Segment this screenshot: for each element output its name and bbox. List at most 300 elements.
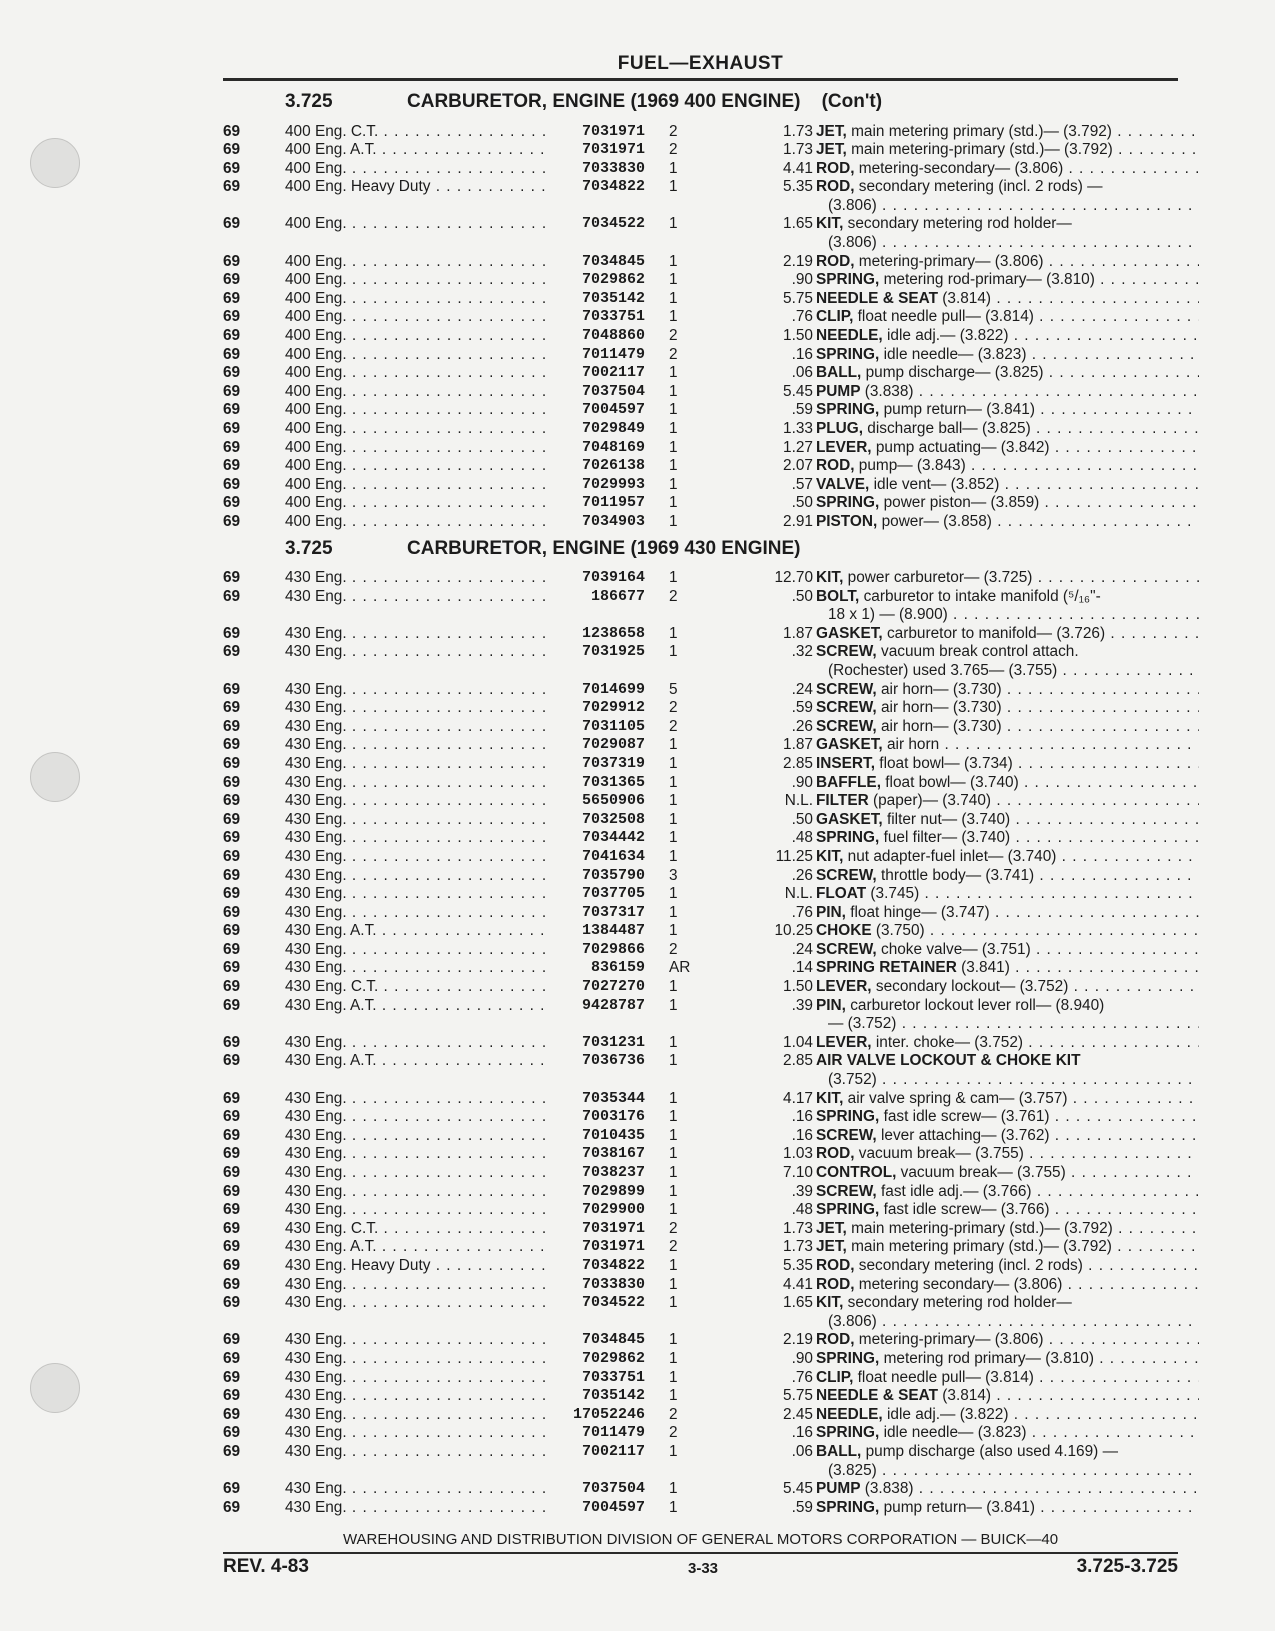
model-year: 69 <box>223 587 241 605</box>
table-row <box>223 1201 1178 1220</box>
part-description <box>816 1090 1199 1109</box>
quantity: 1 <box>669 1089 678 1107</box>
table-row <box>223 922 1178 941</box>
table-row <box>223 978 1178 997</box>
model-description: 430 Eng. . . . <box>285 829 549 848</box>
part-detail: idle adj.— (3.822) <box>882 1405 1009 1423</box>
part-description <box>816 1369 1199 1388</box>
part-description <box>816 160 1199 179</box>
part-number: 7032508 <box>581 810 645 828</box>
table-row <box>223 755 1178 774</box>
part-description <box>816 718 1199 737</box>
list-price: 2.45 <box>783 1405 813 1423</box>
quantity: 1 <box>669 1256 678 1274</box>
table-row <box>223 1220 1178 1239</box>
list-price: .57 <box>791 475 813 493</box>
part-detail: (3.750) <box>871 922 925 940</box>
model-description: 400 Eng. . . . <box>285 364 549 383</box>
list-price: .90 <box>791 773 813 791</box>
part-name: ROD, <box>816 178 855 196</box>
part-detail: main metering-primary (std.)— (3.792) <box>846 141 1113 159</box>
model-year: 69 <box>223 1089 241 1107</box>
part-detail-continued: — (3.752) . . . <box>816 1015 1199 1034</box>
part-name: ROD, <box>816 159 855 177</box>
part-detail: float bowl— (3.734) <box>875 754 1013 772</box>
list-price: 1.33 <box>783 420 813 437</box>
quantity: 3 <box>669 866 678 884</box>
part-description <box>816 1350 1199 1369</box>
part-detail: main metering primary (std.)— (3.792) <box>846 122 1112 140</box>
part-number: 7034442 <box>581 829 645 847</box>
section-title <box>223 91 1178 117</box>
part-number: 7027270 <box>581 978 645 996</box>
part-detail: (3.745) <box>866 885 920 903</box>
part-number: 1384487 <box>581 922 645 940</box>
part-description <box>816 1294 1199 1331</box>
table-row <box>223 1238 1178 1257</box>
part-number: 7034522 <box>581 1294 645 1312</box>
quantity: 2 <box>669 1219 678 1237</box>
model-description: 400 Eng. . . . <box>285 513 549 532</box>
quantity: 1 <box>669 1033 678 1051</box>
quantity: 1 <box>669 1126 678 1144</box>
model-year: 69 <box>223 401 241 419</box>
model-year: 69 <box>223 624 241 642</box>
binder-hole <box>30 752 80 802</box>
quantity: 1 <box>669 178 678 196</box>
model-year: 69 <box>223 345 241 363</box>
table-row <box>223 290 1178 309</box>
part-detail-continued: (3.806) . . . <box>816 1313 1199 1332</box>
list-price: 1.27 <box>783 438 813 456</box>
part-description <box>816 253 1199 272</box>
part-detail: idle needle— (3.823) <box>879 345 1027 363</box>
part-description <box>816 625 1199 644</box>
quantity: 1 <box>669 847 678 865</box>
part-number: 9428787 <box>581 996 645 1014</box>
table-row <box>223 123 1178 142</box>
part-number: 7029993 <box>581 475 645 493</box>
quantity: 5 <box>669 680 678 698</box>
part-name: NEEDLE, <box>816 327 883 345</box>
model-year: 69 <box>223 1331 241 1349</box>
part-name: CLIP, <box>816 1368 854 1386</box>
part-detail-continued: (3.806) . . . <box>816 197 1199 216</box>
quantity: 2 <box>669 1238 678 1256</box>
table-row <box>223 959 1178 978</box>
quantity: 1 <box>669 1387 678 1405</box>
model-year: 69 <box>223 885 241 903</box>
list-price: 2.91 <box>783 512 813 530</box>
parts-table <box>223 569 1178 1517</box>
quantity: 1 <box>669 978 678 996</box>
model-year: 69 <box>223 829 241 847</box>
part-number: 7035142 <box>581 289 645 307</box>
part-number: 7036736 <box>581 1052 645 1070</box>
table-row <box>223 1443 1178 1480</box>
part-number: 7029912 <box>581 699 645 717</box>
part-detail-continued: (Rochester) used 3.765— (3.755) . . . <box>816 662 1199 681</box>
part-description <box>816 867 1199 886</box>
part-description <box>816 1424 1199 1443</box>
table-row <box>223 1406 1178 1425</box>
part-detail: metering-primary— (3.806) <box>854 1331 1044 1349</box>
model-year: 69 <box>223 1033 241 1051</box>
list-price: 1.87 <box>783 736 813 754</box>
model-year: 69 <box>223 569 241 586</box>
part-name: BAFFLE, <box>816 773 881 791</box>
binder-hole <box>30 1363 80 1413</box>
quantity: 1 <box>669 364 678 382</box>
list-price: N.L. <box>784 885 813 903</box>
part-detail: main metering primary (std.)— (3.792) <box>846 1238 1112 1256</box>
table-row <box>223 1369 1178 1388</box>
part-name: NEEDLE & SEAT <box>816 1387 938 1405</box>
model-year: 69 <box>223 438 241 456</box>
part-detail: pump— (3.843) <box>854 457 966 475</box>
part-number: 7026138 <box>581 457 645 475</box>
part-detail-continued: (3.825) . . . <box>816 1462 1199 1481</box>
list-price: .50 <box>791 810 813 828</box>
table-row <box>223 401 1178 420</box>
part-name: SPRING, <box>816 1108 880 1126</box>
part-number: 7003176 <box>581 1108 645 1126</box>
part-description <box>816 1052 1199 1089</box>
list-price: 4.41 <box>783 1275 813 1293</box>
part-description <box>816 364 1199 383</box>
part-detail: fast idle adj.— (3.766) <box>876 1182 1032 1200</box>
quantity: 1 <box>669 1498 678 1516</box>
section-title <box>223 538 1178 564</box>
part-name: VALVE, <box>816 475 870 493</box>
model-year: 69 <box>223 327 241 345</box>
part-detail: metering-primary— (3.806) <box>854 252 1044 270</box>
quantity: 1 <box>669 922 678 940</box>
part-detail: metering rod primary— (3.810) <box>879 1349 1094 1367</box>
page-number: 3-33 <box>687 1560 719 1577</box>
quantity: 1 <box>669 1108 678 1126</box>
model-year: 69 <box>223 1164 241 1181</box>
part-detail: power piston— (3.859) <box>879 494 1040 512</box>
section-heading: CARBURETOR, ENGINE (1969 430 ENGINE) <box>407 538 801 559</box>
part-number: 7033830 <box>581 1275 645 1293</box>
table-row <box>223 1387 1178 1406</box>
model-description: 400 Eng. Heavy Duty . . . <box>285 178 549 197</box>
part-number: 7010435 <box>581 1126 645 1144</box>
part-number: 7004597 <box>581 401 645 419</box>
part-detail-continued: 18 x 1) — (8.900) . . . <box>816 606 1199 625</box>
part-name: SCREW, <box>816 699 877 717</box>
model-description: 430 Eng. . . . <box>285 1108 549 1127</box>
part-description <box>816 755 1199 774</box>
model-description: 430 Eng. C.T. . . . <box>285 1220 549 1239</box>
part-detail: fast idle screw— (3.761) <box>879 1108 1050 1126</box>
part-detail: power— (3.858) <box>877 512 992 530</box>
list-price: 5.45 <box>783 382 813 400</box>
quantity: 1 <box>669 308 678 326</box>
part-number: 7038237 <box>581 1164 645 1181</box>
table-row <box>223 1350 1178 1369</box>
quantity: 1 <box>669 1145 678 1163</box>
part-description <box>816 1220 1199 1239</box>
part-name: SPRING, <box>816 345 880 363</box>
table-row <box>223 829 1178 848</box>
part-name: GASKET, <box>816 810 883 828</box>
list-price: 10.25 <box>774 922 813 940</box>
part-description <box>816 439 1199 458</box>
model-description: 430 Eng. A.T. . . . <box>285 1052 549 1071</box>
quantity: 1 <box>669 736 678 754</box>
model-year: 69 <box>223 420 241 437</box>
model-description: 430 Eng. . . . <box>285 867 549 886</box>
part-number: 7004597 <box>581 1498 645 1516</box>
table-row <box>223 1183 1178 1202</box>
part-number: 7031105 <box>581 717 645 735</box>
quantity: 1 <box>669 252 678 270</box>
model-year: 69 <box>223 1349 241 1367</box>
part-description <box>816 1406 1199 1425</box>
part-number: 7033751 <box>581 308 645 326</box>
part-description <box>816 774 1199 793</box>
list-price: 4.17 <box>783 1089 813 1107</box>
part-name: GASKET, <box>816 624 883 642</box>
list-price: .59 <box>791 1498 813 1516</box>
part-number: 7031365 <box>581 773 645 791</box>
model-year: 69 <box>223 903 241 921</box>
model-year: 69 <box>223 308 241 326</box>
parts-table <box>223 123 1178 532</box>
table-row <box>223 643 1178 680</box>
quantity: 1 <box>669 996 678 1014</box>
part-name: ROD, <box>816 457 855 475</box>
quantity: 1 <box>669 1368 678 1386</box>
part-name: AIR VALVE LOCKOUT & CHOKE KIT <box>816 1052 1081 1070</box>
part-name: SPRING, <box>816 401 880 419</box>
part-name: CONTROL, <box>816 1164 897 1181</box>
part-description <box>816 829 1199 848</box>
list-price: .39 <box>791 996 813 1014</box>
quantity: 1 <box>669 569 678 586</box>
model-year: 69 <box>223 773 241 791</box>
list-price: 1.73 <box>783 1219 813 1237</box>
part-number: 7033830 <box>581 159 645 177</box>
model-year: 69 <box>223 1480 241 1498</box>
model-description: 400 Eng. . . . <box>285 308 549 327</box>
quantity: 1 <box>669 885 678 903</box>
model-year: 69 <box>223 959 241 977</box>
table-row <box>223 1052 1178 1089</box>
part-description <box>816 1276 1199 1295</box>
model-year: 69 <box>223 1108 241 1126</box>
list-price: 1.50 <box>783 978 813 996</box>
table-row <box>223 792 1178 811</box>
model-year: 69 <box>223 754 241 772</box>
model-description: 430 Eng. . . . <box>285 1201 549 1220</box>
part-number: 7034903 <box>581 512 645 530</box>
part-name: LEVER, <box>816 978 872 996</box>
part-number: 7031971 <box>581 1219 645 1237</box>
part-number: 7037317 <box>581 903 645 921</box>
model-description: 400 Eng. . . . <box>285 457 549 476</box>
table-row <box>223 327 1178 346</box>
quantity: 1 <box>669 1331 678 1349</box>
part-number: 7014699 <box>581 680 645 698</box>
model-description: 400 Eng. . . . <box>285 439 549 458</box>
part-detail: lever attaching— (3.762) <box>876 1126 1050 1144</box>
part-description <box>816 123 1199 142</box>
list-price: .76 <box>791 903 813 921</box>
quantity: 1 <box>669 159 678 177</box>
part-name: SCREW, <box>816 1182 877 1200</box>
model-description: 430 Eng. . . . <box>285 736 549 755</box>
part-number: 7039164 <box>581 569 645 586</box>
part-detail: air valve spring & cam— (3.757) <box>843 1089 1068 1107</box>
model-year: 69 <box>223 215 241 233</box>
model-year: 69 <box>223 1256 241 1274</box>
part-name: ROD, <box>816 1145 855 1163</box>
part-number: 7031231 <box>581 1033 645 1051</box>
list-price: 2.07 <box>783 457 813 475</box>
part-number: 7029899 <box>581 1182 645 1200</box>
list-price: .59 <box>791 699 813 717</box>
part-description <box>816 457 1199 476</box>
part-description <box>816 941 1199 960</box>
part-number: 7011479 <box>581 1424 645 1442</box>
part-number: 7034845 <box>581 252 645 270</box>
part-name: JET, <box>816 122 847 140</box>
part-name: ROD, <box>816 1256 855 1274</box>
part-name: SPRING, <box>816 1349 880 1367</box>
part-name: KIT, <box>816 847 844 865</box>
quantity: 2 <box>669 717 678 735</box>
table-row <box>223 476 1178 495</box>
list-price: 1.65 <box>783 215 813 233</box>
part-detail: filter nut— (3.740) <box>882 810 1011 828</box>
model-year: 69 <box>223 382 241 400</box>
part-number: 7037504 <box>581 1480 645 1498</box>
quantity: 1 <box>669 754 678 772</box>
table-row <box>223 699 1178 718</box>
part-detail: float bowl— (3.740) <box>880 773 1019 791</box>
quantity: 2 <box>669 327 678 345</box>
part-name: SPRING, <box>816 1201 880 1219</box>
part-name: SPRING, <box>816 829 880 847</box>
part-detail: vacuum break— (3.755) <box>854 1145 1024 1163</box>
model-year: 69 <box>223 364 241 382</box>
part-description <box>816 476 1199 495</box>
part-description <box>816 569 1199 588</box>
list-price: 1.65 <box>783 1294 813 1312</box>
part-description <box>816 997 1199 1034</box>
model-year: 69 <box>223 457 241 475</box>
part-number: 1238658 <box>581 624 645 642</box>
model-year: 69 <box>223 1219 241 1237</box>
model-year: 69 <box>223 122 241 140</box>
part-description <box>816 1183 1199 1202</box>
model-description: 430 Eng. . . . <box>285 1443 549 1462</box>
list-price: .32 <box>791 643 813 661</box>
list-price: .90 <box>791 271 813 289</box>
part-name: ROD, <box>816 1331 855 1349</box>
list-price: 11.25 <box>775 847 813 865</box>
model-description: 430 Eng. . . . <box>285 1406 549 1425</box>
model-year: 69 <box>223 792 241 810</box>
part-number: 7029866 <box>581 940 645 958</box>
list-price: 2.19 <box>783 252 813 270</box>
list-price: .26 <box>791 866 813 884</box>
list-price: 2.85 <box>783 1052 813 1070</box>
quantity: 1 <box>669 1480 678 1498</box>
part-number: 7029862 <box>581 271 645 289</box>
list-price: .76 <box>791 308 813 326</box>
table-row <box>223 178 1178 215</box>
part-name: ROD, <box>816 252 855 270</box>
model-year: 69 <box>223 1145 241 1163</box>
part-detail: secondary lockout— (3.752) <box>871 978 1069 996</box>
part-name: BALL, <box>816 1442 862 1460</box>
model-year: 69 <box>223 512 241 530</box>
part-name: SCREW, <box>816 940 877 958</box>
list-price: 1.73 <box>783 122 813 140</box>
model-year: 69 <box>223 940 241 958</box>
part-name: LEVER, <box>816 438 872 456</box>
table-row <box>223 811 1178 830</box>
part-number: 5650906 <box>581 792 645 810</box>
model-description: 430 Eng. . . . <box>285 941 549 960</box>
model-description: 430 Eng. . . . <box>285 1369 549 1388</box>
part-detail: pump return— (3.841) <box>879 1498 1035 1516</box>
model-year: 69 <box>223 1126 241 1144</box>
quantity: 2 <box>669 699 678 717</box>
part-name: PUMP <box>816 1480 861 1498</box>
part-number: 836159 <box>590 959 645 977</box>
part-description <box>816 1387 1199 1406</box>
part-number: 186677 <box>590 587 645 605</box>
part-detail: metering secondary— (3.806) <box>854 1275 1063 1293</box>
model-year: 69 <box>223 252 241 270</box>
part-number: 7029087 <box>581 736 645 754</box>
model-description: 430 Eng. . . . <box>285 811 549 830</box>
quantity: 2 <box>669 345 678 363</box>
list-price: 12.70 <box>774 569 813 586</box>
part-description <box>816 699 1199 718</box>
model-description: 430 Eng. A.T. . . . <box>285 1238 549 1257</box>
part-number: 7011479 <box>581 345 645 363</box>
quantity: 1 <box>669 457 678 475</box>
part-number: 7031971 <box>581 1238 645 1256</box>
list-price: 5.45 <box>783 1480 813 1498</box>
table-row <box>223 736 1178 755</box>
table-row <box>223 1480 1178 1499</box>
table-row <box>223 513 1178 532</box>
model-description: 430 Eng. . . . <box>285 1276 549 1295</box>
table-row <box>223 141 1178 160</box>
part-name: SPRING, <box>816 494 880 512</box>
model-description: 430 Eng. . . . <box>285 1034 549 1053</box>
part-number: 7035790 <box>581 866 645 884</box>
part-detail: air horn— (3.730) <box>876 699 1002 717</box>
table-row <box>223 1090 1178 1109</box>
table-row <box>223 494 1178 513</box>
model-description: 430 Eng. . . . <box>285 1183 549 1202</box>
part-description <box>816 1257 1199 1276</box>
part-name: SPRING, <box>816 271 880 289</box>
part-name: ROD, <box>816 1275 855 1293</box>
table-row <box>223 1424 1178 1443</box>
part-description <box>816 1238 1199 1257</box>
part-number: 7031971 <box>581 122 645 140</box>
part-detail: fuel filter— (3.740) <box>879 829 1011 847</box>
